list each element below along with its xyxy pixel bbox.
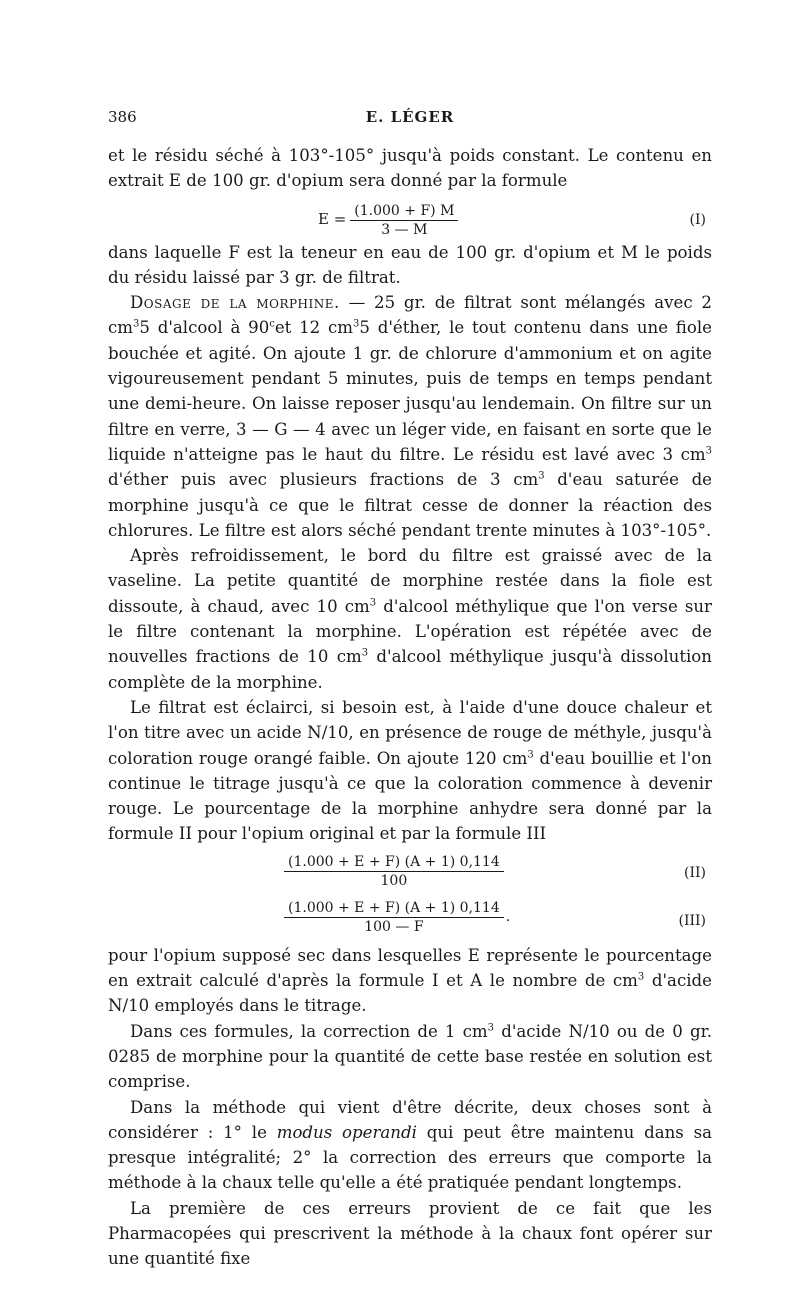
formula-1-numerator: (1.000 + F) M <box>350 202 458 221</box>
page-header <box>108 108 712 132</box>
paragraph-4: Après refroidissement, le bord du filtre est graissé avec de la vaseline. La petite quantité de morphine restée dans la fiole est dissoute, à chaud, avec 10 $cm^3$ d'alcool méthylique que l'on verse sur le filtre contenant la morphine. L'opération est répétée avec de nouvelles fractions de 10 $cm^3$ d'alcool méthylique jusqu'à dissolution complète de la morphine. <box>108 546 712 692</box>
running-title: E. LÉGER <box>365 108 455 126</box>
formula-1-label: (I) <box>689 211 706 228</box>
formula-3 <box>284 899 510 936</box>
paragraph-3: Dosage de la morphine. — 25 gr. de filtrat sont mélangés avec 2 $cm^35$ d'alcool à 90$^c$et 12 $cm^35$ d'éther, le tout contenu dans une fiole bouchée et agité. On ajoute 1 gr. de chlorure d'ammonium et on agite vigoureusement pendant 5 minutes, puis de temps en temps pendant une demi-heure. On laisse reposer jusqu'au lendemain. On filtre sur un filtre en verre, 3 — G — 4 avec un léger vide, en faisant en sorte que le liquide n'atteigne pas le haut du filtre. Le résidu est lavé avec 3 $cm^3$ d'éther puis avec plusieurs fractions de 3 $cm^3$ d'eau saturée de morphine jusqu'à ce que le filtrat cesse de donner la réaction des chlorures. Le filtre est alors séché pendant trente minutes à 103°-105°. <box>108 293 713 540</box>
formula-block-2-3 <box>108 847 712 943</box>
paragraph-2: dans laquelle F est la teneur en eau de 100 gr. d'opium et M le poids du résidu laissé par 3 gr. de filtrat. <box>108 242 712 287</box>
formula-2-numerator: (1.000 + E + F) (A + 1) 0,114 <box>284 853 504 872</box>
formula-1-denominator: 3 — M <box>381 221 428 238</box>
paragraph-1: et le résidu séché à 103°-105° jusqu'à poids constant. Le contenu en extrait E de 100 gr. d'opium sera donné par la formule <box>108 146 712 191</box>
paragraph-7: Dans ces formules, la correction de 1 $cm^3$ d'acide N/10 ou de 0 gr. 0285 de morphine pour la quantité de cette base restée en solution est comprise. <box>108 1021 713 1092</box>
formula-1-lhs: E = <box>318 210 347 229</box>
paragraph-5: Le filtrat est éclairci, si besoin est, à l'aide d'une douce chaleur et l'on titre avec un acide N/10, en présence de rouge de méthyle, jusqu'à coloration rouge orangé faible. On ajoute 120 $cm^3$ d'eau bouillie et l'on continue le titrage jusqu'à ce que la coloration commence à devenir rouge. Le pourcentage de la morphine anhydre sera donné par la formule II pour l'opium original et par la formule III <box>108 697 712 844</box>
formula-3-suffix: . <box>505 908 511 925</box>
paragraph-9: La première de ces erreurs provient de ce fait que les Pharmacopées qui prescrivent la méthode à la chaux font opérer sur une quantité fixe <box>108 1198 712 1269</box>
formula-1 <box>108 194 712 240</box>
formula-3-numerator: (1.000 + E + F) (A + 1) 0,114 <box>284 899 504 918</box>
formula-2-denominator: 100 <box>380 872 408 889</box>
formula-3-denominator: 100 — F <box>364 918 424 935</box>
paragraph-6: pour l'opium supposé sec dans lesquelles E représente le pourcentage en extrait calculé d'après la formule I et A le nombre de $cm^3$ d'acide N/10 employés dans le titrage. <box>108 945 712 1016</box>
body-text <box>108 143 712 1272</box>
formula-2-label: (II) <box>684 864 706 881</box>
formula-2 <box>284 853 504 890</box>
paragraph-8: Dans la méthode qui vient d'être décrite, deux choses sont à considérer : 1° le modus operandi qui peut être maintenu dans sa presque intégralité; 2° la correction des erreurs que comporte la méthode à la chaux telle qu'elle a été pratiquée pendant longtemps. <box>108 1097 713 1193</box>
page-number: 386 <box>108 108 137 126</box>
formula-3-label: (III) <box>678 912 706 929</box>
section-heading: Dosage de la morphine. <box>130 293 340 313</box>
